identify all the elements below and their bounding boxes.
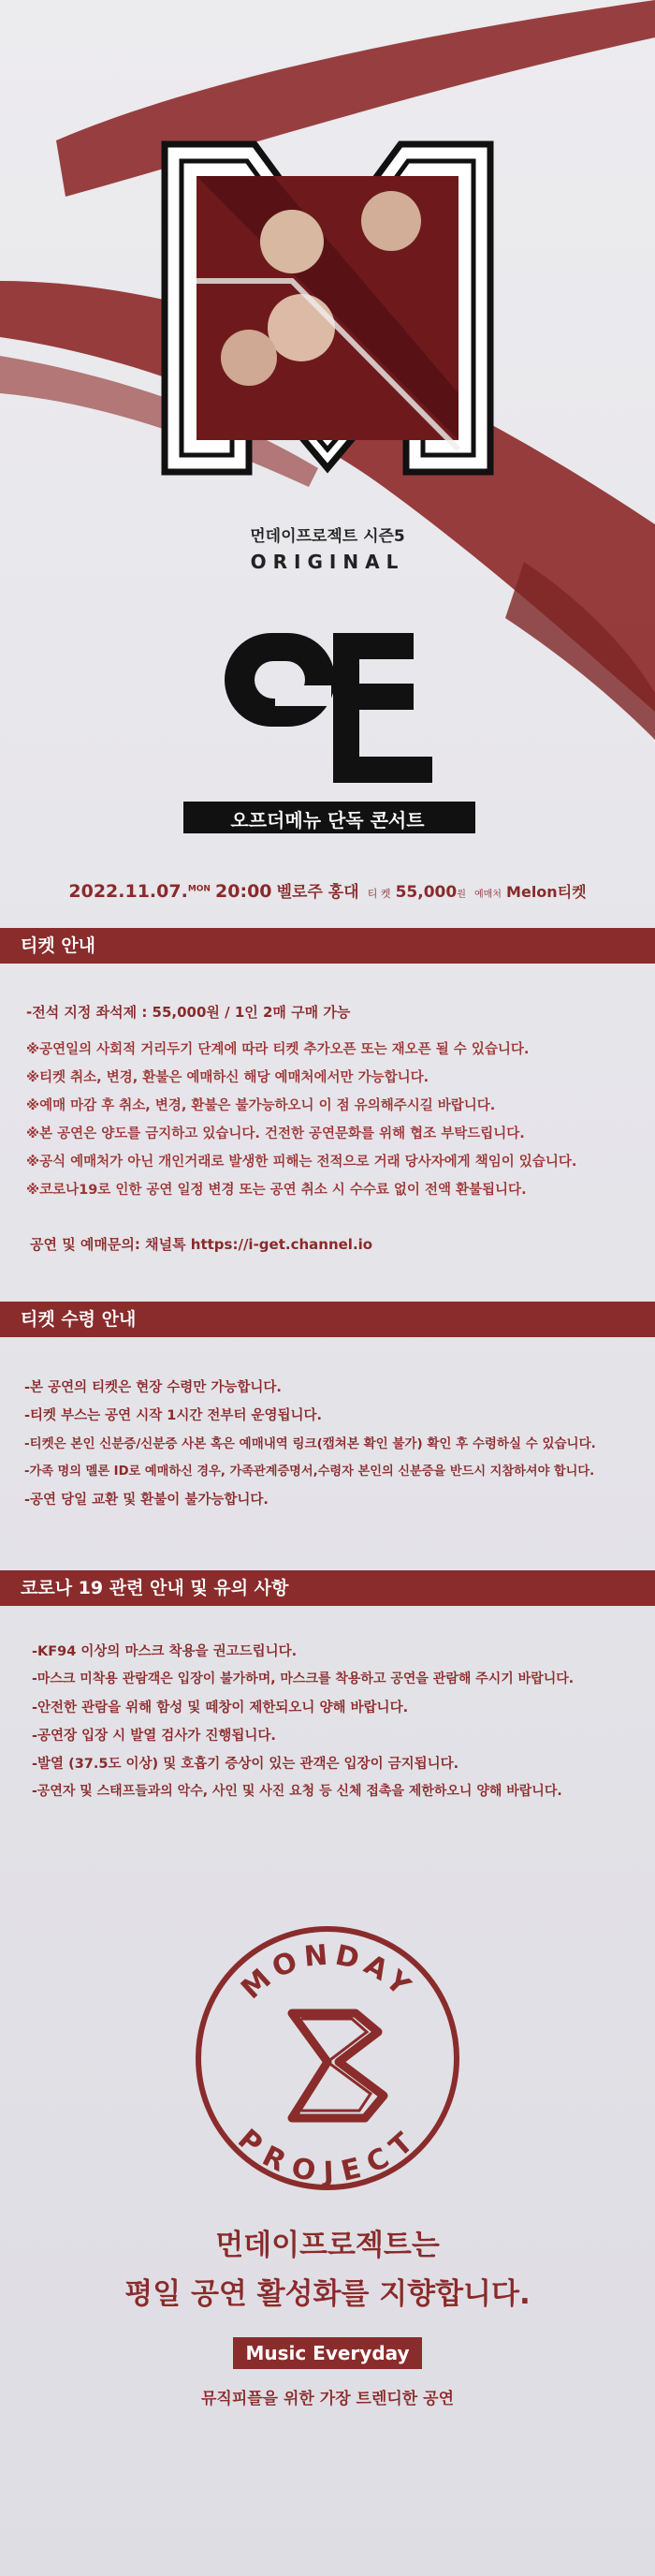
ticket-info-heading: 티켓 안내: [0, 928, 655, 964]
covid-info-heading: 코로나 19 관련 안내 및 유의 사항: [0, 1570, 655, 1606]
info-line: ※공연일의 사회적 거리두기 단계에 따라 티켓 추가오픈 또는 재오픈 될 수 있습니다.: [26, 1042, 530, 1057]
slogan-line-1: 먼데이프로젝트는: [215, 2229, 440, 2262]
slogan-line-2: 평일 공연 활성화를 지향합니다.: [124, 2277, 531, 2311]
price-unit: 원: [457, 890, 466, 900]
contact-line[interactable]: 공연 및 예매문의: 채널톡 https://i-get.channel.io: [30, 1236, 373, 1253]
event-venue: 벨로주 홍대: [276, 883, 359, 902]
series-title: 먼데이프로젝트 시즌5: [250, 527, 405, 546]
poster: [0, 0, 655, 922]
pickup-line: -본 공연의 티켓은 현장 수령만 가능합니다.: [24, 1380, 282, 1395]
info-line: ※공식 예매처가 아닌 개인거래로 발생한 피해는 전적으로 거래 당사자에게 책임이 있습니다.: [26, 1155, 577, 1170]
info-line: ※예매 마감 후 취소, 변경, 환불은 불가능하오니 이 점 유의해주시길 바랍니다.: [26, 1098, 496, 1113]
event-info-line: [0, 878, 655, 902]
member-photo: [221, 330, 277, 386]
member-photo: [260, 210, 324, 273]
info-line: ※티켓 취소, 변경, 환불은 예매하신 해당 예매처에서만 가능합니다.: [26, 1070, 429, 1085]
pickup-line: -공연 당일 교환 및 환불이 불가능합니다.: [24, 1493, 269, 1508]
info-line: ※본 공연은 양도를 금지하고 있습니다. 건전한 공연문화를 위해 협조 부탁드립니다.: [26, 1126, 525, 1141]
covid-line: -마스크 미착용 관람객은 입장이 불가하며, 마스크를 착용하고 공연을 관람해 주시기 바랍니다.: [32, 1671, 575, 1686]
seller-name: Melon티켓: [506, 883, 587, 901]
member-photo: [361, 191, 421, 251]
member-photo: [268, 294, 335, 361]
ofe-logo-icon: [223, 629, 434, 792]
covid-line: -안전한 관람을 위해 함성 및 떼창이 제한되오니 양해 바랍니다.: [32, 1700, 409, 1715]
info-line: -전석 지정 좌석제 : 55,000원 / 1인 2매 구매 가능: [26, 1004, 351, 1021]
logo-top-text: MONDAY: [235, 1938, 421, 2007]
m-logo-icon: [161, 140, 494, 476]
covid-line: -발열 (37.5도 이상) 및 호흡기 증상이 있는 관객은 입장이 금지됩니다.: [32, 1757, 459, 1772]
info-line: ※코로나19로 인한 공연 일정 변경 또는 공연 취소 시 수수료 없이 전액 환불됩니다.: [26, 1183, 527, 1198]
concert-title: 오프더메뉴 단독 콘서트: [230, 809, 425, 832]
pickup-line: -티켓은 본인 신분증/신분증 사본 혹은 예매내역 링크(캡쳐본 확인 불가) 확인 후 수령하실 수 있습니다.: [24, 1436, 596, 1451]
logo-bottom-text: PROJECT: [231, 2123, 424, 2190]
seller-label: 예매처: [473, 890, 502, 900]
monday-project-logo-icon: [191, 1921, 464, 2195]
footer-tagline: 뮤직피플을 위한 가장 트렌디한 공연: [200, 2390, 454, 2408]
subtitle-original: ORIGINAL: [250, 551, 405, 573]
event-time: 20:00: [215, 881, 272, 902]
ticket-price: 55,000: [395, 883, 458, 902]
covid-line: -공연자 및 스태프들과의 악수, 사인 및 사진 요청 등 신체 접촉을 제한하오니 양해 바랍니다.: [32, 1784, 562, 1799]
pickup-line: -가족 명의 멜론 ID로 예매하신 경우, 가족관계증명서,수령자 본인의 신분증을 반드시 지참하셔야 합니다.: [24, 1465, 595, 1479]
ticket-label: 티 켓: [367, 888, 391, 900]
covid-line: -KF94 이상의 마스크 착용을 권고드립니다.: [32, 1644, 298, 1659]
covid-line: -공연장 입장 시 발열 검사가 진행됩니다.: [32, 1729, 276, 1744]
event-date: 2022.11.07.: [68, 881, 188, 902]
pickup-line: -티켓 부스는 공연 시작 1시간 전부터 운영됩니다.: [24, 1408, 323, 1423]
music-everyday-text: Music Everyday: [245, 2342, 410, 2364]
event-weekday: MON: [187, 884, 211, 894]
pickup-info-heading: 티켓 수령 안내: [0, 1302, 655, 1337]
